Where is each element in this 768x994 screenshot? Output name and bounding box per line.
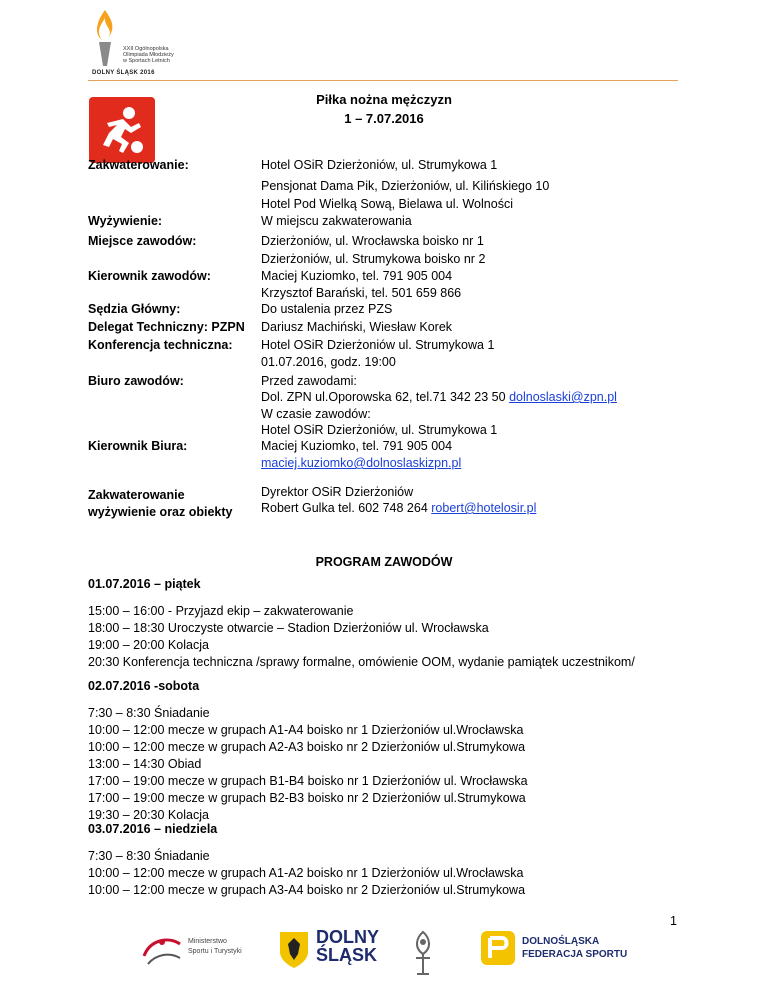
event-logo — [90, 8, 180, 83]
day3-line: 7:30 – 8:30 Śniadanie — [88, 849, 210, 863]
event-line-3: w Sportach Letnich — [123, 58, 170, 64]
value-biuro-2 — [261, 389, 617, 406]
label-wyzywienie: Wyżywienie: — [88, 214, 163, 228]
day1-heading: 01.07.2016 – piątek — [88, 577, 201, 591]
label-biuro: Biuro zawodów: — [88, 374, 184, 388]
label-miejsce: Miejsce zawodów: — [88, 234, 197, 248]
value-miejsce-2: Dzierżoniów, ul. Strumykowa boisko nr 2 — [261, 252, 486, 266]
federacja-line-1: DOLNOŚLĄSKA — [522, 936, 600, 947]
day1-line: 18:00 – 18:30 Uroczyste otwarcie – Stadion Dzierżoniów ul. Wrocławska — [88, 621, 489, 635]
day3-line: 10:00 – 12:00 mecze w grupach A3-A4 boisko nr 2 Dzierżoniów ul.Strumykowa — [88, 883, 526, 897]
coat-of-arms-logo — [408, 928, 438, 978]
email-link-gulka[interactable]: robert@hotelosir.pl — [431, 501, 537, 515]
value-zakwaterowanie-3: Hotel Pod Wielką Sową, Bielawa ul. Wolności — [261, 197, 513, 211]
federacja-mark-icon — [480, 930, 516, 968]
ministry-swoosh-icon — [140, 930, 184, 970]
value-kierownik-biura-1: Maciej Kuziomko, tel. 791 905 004 — [261, 439, 453, 453]
day2-heading: 02.07.2016 -sobota — [88, 679, 200, 693]
value-konferencja-1: Hotel OSiR Dzierżoniów ul. Strumykowa 1 — [261, 338, 495, 352]
event-line-2: Olimpiada Młodzieży — [123, 52, 174, 58]
dolny-line-1: DOLNY — [316, 927, 379, 947]
value-biuro-2-text: Dol. ZPN ul.Oporowska 62, tel.71 342 23 50 — [261, 390, 510, 404]
day2-line: 10:00 – 12:00 mecze w grupach A2-A3 boisko nr 2 Dzierżoniów ul.Strumykowa — [88, 740, 526, 754]
federacja-logo — [480, 928, 640, 972]
day2-line: 10:00 – 12:00 mecze w grupach A1-A4 boisko nr 1 Dzierżoniów ul.Wrocławska — [88, 723, 524, 737]
value-zakwaterowanie-1: Hotel OSiR Dzierżoniów, ul. Strumykowa 1 — [261, 158, 498, 172]
value-konferencja-2: 01.07.2016, godz. 19:00 — [261, 355, 396, 369]
label-obiekty-2: wyżywienie oraz obiekty — [88, 505, 233, 519]
event-brand: DOLNY ŚLĄSK 2016 — [92, 70, 155, 76]
header-rule — [88, 80, 678, 81]
label-kierownik-biura: Kierownik Biura: — [88, 439, 188, 453]
value-biuro-3: W czasie zawodów: — [261, 407, 371, 421]
value-obiekty-2-text: Robert Gulka tel. 602 748 264 — [261, 501, 432, 515]
coat-of-arms-icon — [408, 928, 438, 978]
program-title: PROGRAM ZAWODÓW — [315, 555, 453, 569]
event-line-1: XXII Ogólnopolska — [123, 46, 169, 52]
page-dates: 1 – 7.07.2016 — [344, 111, 424, 126]
email-link-kuziomko[interactable]: maciej.kuziomko@dolnoslaskizpn.pl — [261, 456, 462, 470]
label-sedzia: Sędzia Główny: — [88, 302, 181, 316]
page-number: 1 — [670, 914, 677, 928]
value-kierownik-1: Maciej Kuziomko, tel. 791 905 004 — [261, 269, 453, 283]
day2-line: 19:30 – 20:30 Kolacja — [88, 808, 209, 822]
value-delegat: Dariusz Machiński, Wiesław Korek — [261, 320, 453, 334]
day2-line: 17:00 – 19:00 mecze w grupach B1-B4 boisko nr 1 Dzierżoniów ul. Wrocławska — [88, 774, 528, 788]
value-miejsce-1: Dzierżoniów, ul. Wrocławska boisko nr 1 — [261, 234, 484, 248]
value-kierownik-2: Krzysztof Barański, tel. 501 659 866 — [261, 286, 462, 300]
label-obiekty-1: Zakwaterowanie — [88, 488, 185, 502]
value-biuro-1: Przed zawodami: — [261, 374, 357, 388]
value-wyzywienie: W miejscu zakwaterowania — [261, 214, 412, 228]
day1-line: 15:00 – 16:00 - Przyjazd ekip – zakwaterowanie — [88, 604, 354, 618]
label-delegat: Delegat Techniczny: PZPN — [88, 320, 245, 334]
ministerstwo-line-1: Ministerstwo — [188, 938, 227, 945]
ministerstwo-logo — [140, 928, 260, 972]
label-kierownik: Kierownik zawodów: — [88, 269, 211, 283]
day2-line: 7:30 – 8:30 Śniadanie — [88, 706, 210, 720]
label-zakwaterowanie: Zakwaterowanie: — [88, 158, 189, 172]
federacja-line-2: FEDERACJA SPORTU — [522, 949, 628, 960]
eagle-shield-icon — [278, 930, 310, 970]
value-kierownik-biura-email — [261, 455, 461, 472]
day1-line: 20:30 Konferencja techniczna /sprawy formalne, omówienie OOM, wydanie pamiątek uczestnikom/ — [88, 655, 635, 669]
page-title: Piłka nożna mężczyzn — [316, 92, 452, 107]
label-konferencja: Konferencja techniczna: — [88, 338, 233, 352]
dolny-line-2: ŚLĄSK — [316, 945, 378, 965]
value-biuro-4: Hotel OSiR Dzierżoniów, ul. Strumykowa 1 — [261, 423, 498, 437]
value-obiekty-2 — [261, 500, 536, 517]
torch-icon — [90, 8, 120, 68]
ministerstwo-line-2: Sportu i Turystyki — [188, 948, 242, 955]
value-sedzia: Do ustalenia przez PZS — [261, 302, 393, 316]
day3-heading: 03.07.2016 – niedziela — [88, 822, 218, 836]
dolny-slask-logo — [278, 928, 388, 976]
day3-line: 10:00 – 12:00 mecze w grupach A1-A2 boisko nr 1 Dzierżoniów ul.Wrocławska — [88, 866, 524, 880]
football-player-icon — [89, 97, 155, 163]
day2-line: 17:00 – 19:00 mecze w grupach B2-B3 boisko nr 2 Dzierżoniów ul.Strumykowa — [88, 791, 526, 805]
day2-line: 13:00 – 14:30 Obiad — [88, 757, 202, 771]
day1-line: 19:00 – 20:00 Kolacja — [88, 638, 209, 652]
value-zakwaterowanie-2: Pensjonat Dama Pik, Dzierżoniów, ul. Kilińskiego 10 — [261, 179, 550, 193]
value-obiekty-1: Dyrektor OSiR Dzierżoniów — [261, 485, 414, 499]
email-link-dolnoslaski[interactable]: dolnoslaski@zpn.pl — [509, 390, 617, 404]
